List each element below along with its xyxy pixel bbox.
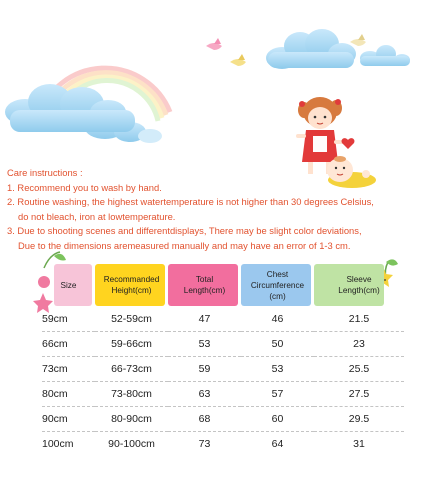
cell-sleeve: 23 [314, 332, 404, 357]
care-item: 3. Due to shooting scenes and differentdisplays, There may be slight color deviations, [7, 225, 362, 236]
cell-sleeve: 21.5 [314, 307, 404, 332]
care-item: 1. Recommend you to wash by hand. [7, 181, 162, 193]
cell-length: 73 [198, 438, 211, 450]
cell-sleeve: 27.5 [314, 382, 404, 407]
header-size: Size [60, 280, 77, 290]
table-row [42, 382, 404, 407]
cell-length: 47 [168, 307, 241, 332]
cell-length: 63 [168, 382, 241, 407]
cell-sleeve: 25.5 [314, 357, 404, 382]
table-row [42, 432, 404, 456]
bird-icon [350, 34, 366, 46]
cell-height: 90-100cm [108, 438, 155, 450]
cell-size: 90cm [42, 407, 95, 432]
cell-size: 100cm [42, 438, 74, 450]
table-header-row [42, 263, 404, 307]
cell-size: 73cm [42, 357, 95, 382]
care-title: Care instructions : [7, 167, 83, 178]
cell-height: 73-80cm [95, 382, 168, 407]
cell-length: 53 [168, 332, 241, 357]
size-chart-table [42, 263, 404, 456]
header-sleeve-length: Sleeve Length(cm) [338, 275, 380, 295]
cell-size: 59cm [42, 307, 95, 332]
table-row [42, 332, 404, 357]
care-item: Due to the dimensions aremeasured manually and may have an error of 1-3 cm. [18, 239, 351, 251]
cell-size: 80cm [42, 382, 95, 407]
table-row [42, 307, 404, 332]
cloud-right-illustration [266, 29, 410, 69]
cell-chest: 50 [241, 332, 314, 357]
cell-size: 66cm [42, 332, 95, 357]
care-instructions [7, 166, 421, 253]
cell-length: 59 [168, 357, 241, 382]
header-recommended-height: Recommanded Height(cm) [103, 275, 160, 295]
cell-chest: 64 [271, 438, 284, 450]
care-item: do not bleach, iron at lowtemperature. [18, 210, 176, 222]
cell-chest: 46 [241, 307, 314, 332]
cell-chest: 57 [241, 382, 314, 407]
cell-length: 68 [168, 407, 241, 432]
cell-height: 80-90cm [95, 407, 168, 432]
cell-chest: 60 [241, 407, 314, 432]
cell-height: 52-59cm [95, 307, 168, 332]
header-total-length: Total Length(cm) [183, 275, 226, 295]
cell-height: 59-66cm [95, 332, 168, 357]
bird-icon [230, 54, 246, 66]
table-row [42, 357, 404, 382]
bird-icon [206, 38, 222, 50]
table-row [42, 407, 404, 432]
cell-sleeve: 31 [353, 438, 365, 450]
cell-height: 66-73cm [95, 357, 168, 382]
cell-chest: 53 [241, 357, 314, 382]
cell-sleeve: 29.5 [314, 407, 404, 432]
care-item: 2. Routine washing, the highest watertemperature is not higher than 30 degrees Celsius, [7, 196, 374, 207]
header-chest-circumference: Chest Circumference (cm) [250, 269, 305, 301]
